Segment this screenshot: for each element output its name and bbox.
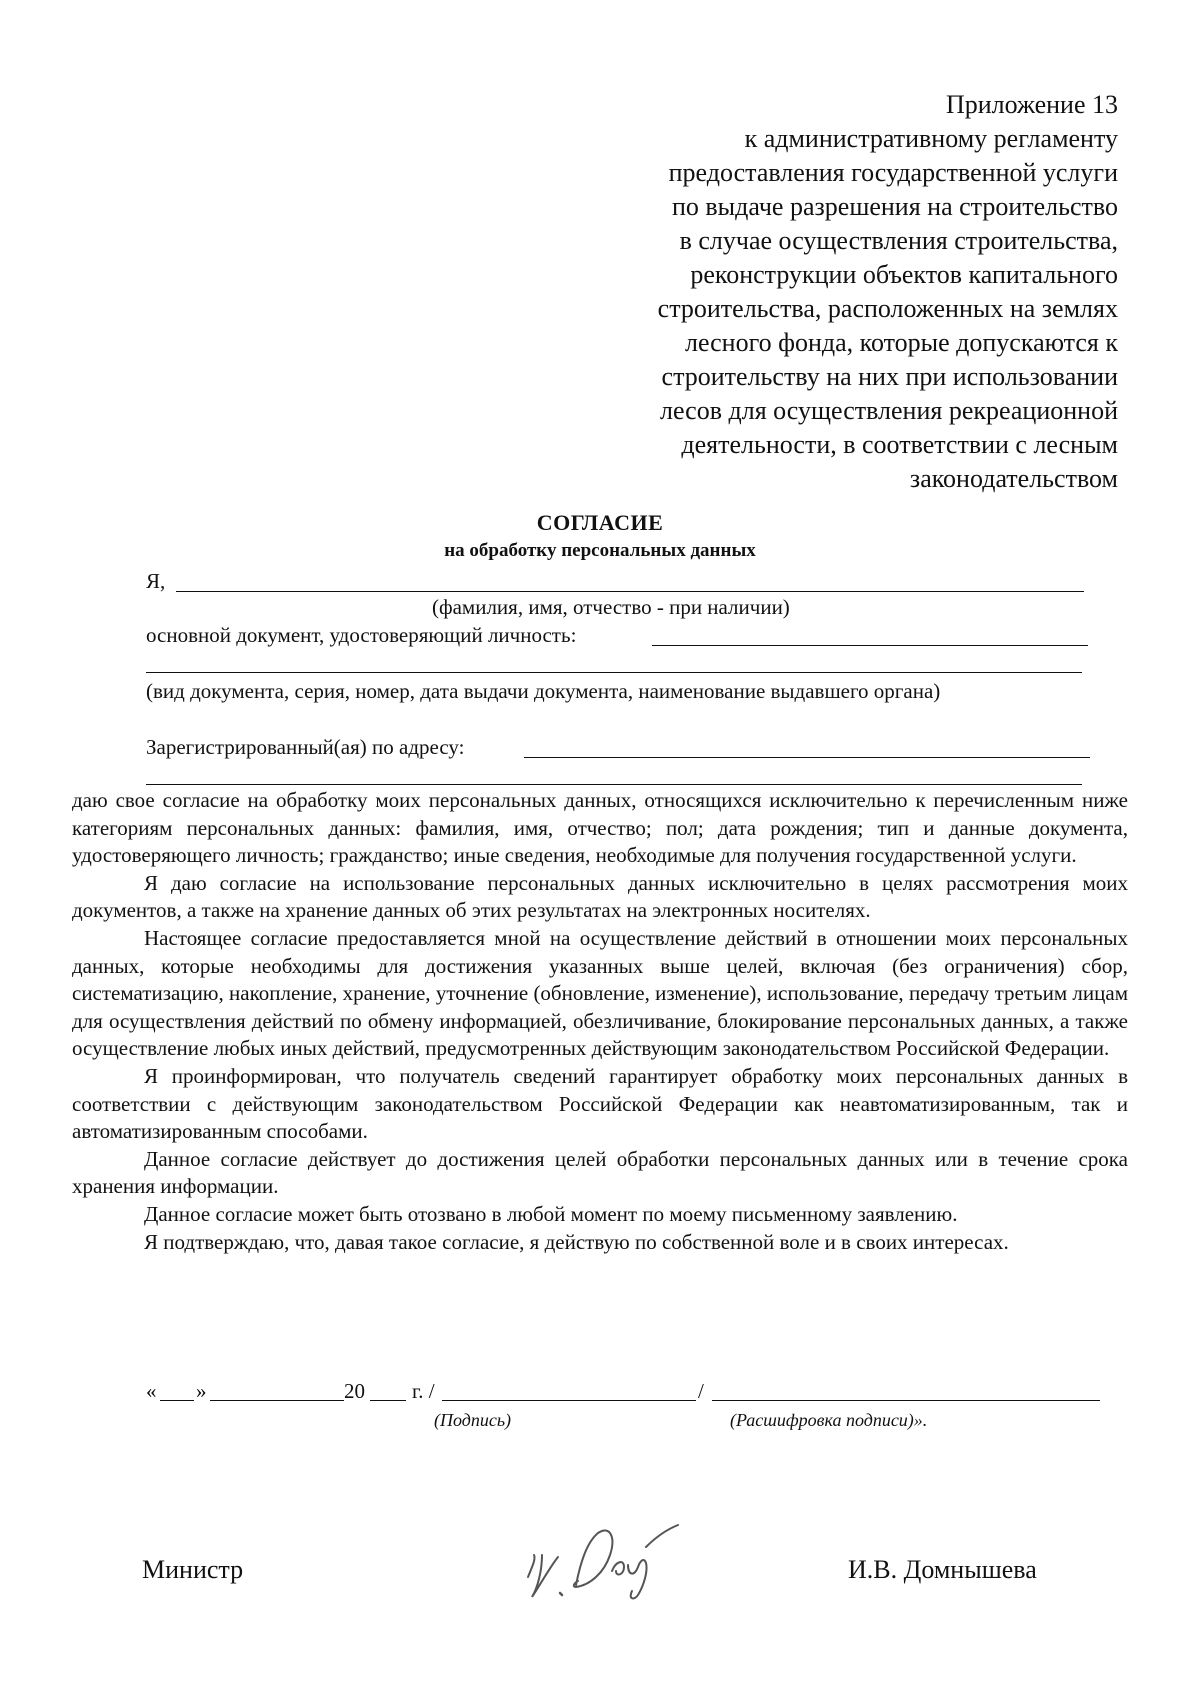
year-prefix: 20 (344, 1379, 365, 1403)
document-caption: (вид документа, серия, номер, дата выдачи документа, наименование выдавшего органа) (146, 679, 941, 703)
handwritten-signature-icon (520, 1515, 690, 1605)
address-field-line[interactable] (524, 757, 1090, 758)
signatory-name: И.В. Домнышева (848, 1555, 1037, 1584)
document-field-line-2[interactable] (146, 672, 1082, 673)
date-close-quote: » (196, 1379, 207, 1403)
annex-line: строительства, расположенных на землях (657, 294, 1118, 323)
annex-line: законодательством (909, 464, 1118, 493)
month-field-line[interactable] (210, 1400, 344, 1401)
document-field-line[interactable] (652, 645, 1088, 646)
sign-caption: (Подпись) (434, 1410, 512, 1430)
document-label: основной документ, удостоверяющий личность: (146, 623, 577, 647)
document-title: СОГЛАСИЕ (536, 510, 664, 535)
name-caption: (фамилия, имя, отчество - при наличии) (432, 595, 790, 619)
year-suffix: г. / (412, 1379, 435, 1403)
annex-line: лесов для осуществления рекреационной (660, 396, 1118, 425)
year-field-line[interactable] (370, 1400, 406, 1401)
paragraph: Данное согласие может быть отозвано в любой момент по моему письменному заявлению. (144, 1201, 958, 1226)
annex-line: предоставления государственной услуги (668, 158, 1118, 187)
signatory-role: Министр (142, 1555, 244, 1584)
annex-header (558, 88, 1118, 496)
address-field-line-2[interactable] (146, 784, 1082, 785)
paragraph: Я подтверждаю, что, давая такое согласие, я действую по собственной воле и в своих интересах. (144, 1229, 1009, 1254)
i-label: Я, (146, 569, 166, 593)
decode-field-line[interactable] (712, 1400, 1100, 1401)
address-label: Зарегистрированный(ая) по адресу: (146, 735, 465, 759)
annex-line: в случае осуществления строительства, (679, 226, 1118, 255)
paragraph: Я даю согласие на использование персональных данных исключительно в целях рассмотрения моих документов, а также на хранение данных об этих результатах на электронных носителях. (72, 870, 1128, 923)
annex-line: по выдаче разрешения на строительство (671, 192, 1118, 221)
paragraph: даю свое согласие на обработку моих персональных данных, относящихся исключительно к перечисленным ниже категориям персональных данных: фамилия, имя, отчество; пол; дата рождения; тип и данные документа, удостоверяющего личность; гражданство; иные сведения, необходимые для получения государственной услуги. (72, 788, 1128, 868)
annex-line: Приложение 13 (945, 90, 1118, 119)
annex-line: строительству на них при использовании (661, 362, 1118, 391)
paragraph: Данное согласие действует до достижения целей обработки персональных данных или в течение срока хранения информации. (72, 1146, 1128, 1199)
paragraph: Настоящее согласие предоставляется мной на осуществление действий в отношении моих персональных данных, которые необходимы для достижения указанных выше целей, включая (без ограничения) сбор, систематизацию, накопление, хранение, уточнение (обновление, изменение), использование, передачу третьим лицам для осуществления действий по обмену информацией, обезличивание, блокирование персональных данных, а также осуществление любых иных действий, предусмотренных действующим законодательством Российской Федерации. (72, 925, 1128, 1061)
name-field-line[interactable] (176, 591, 1084, 592)
annex-line: к административному регламенту (744, 124, 1118, 153)
annex-line: лесного фонда, которые допускаются к (684, 328, 1118, 357)
paragraph: Я проинформирован, что получатель сведений гарантирует обработку моих персональных данных в соответствии с действующим законодательством Российской Федерации как неавтоматизированным, так и автоматизированным способами. (72, 1063, 1128, 1144)
date-open-quote: « (146, 1379, 157, 1403)
consent-body (72, 787, 1128, 1256)
annex-line: деятельности, в соответствии с лесным (681, 430, 1118, 459)
slash: / (698, 1379, 704, 1403)
annex-line: реконструкции объектов капитального (690, 260, 1118, 289)
day-field-line[interactable] (160, 1400, 194, 1401)
signature-field-line[interactable] (442, 1400, 696, 1401)
decode-caption: (Расшифровка подписи)». (730, 1410, 928, 1430)
document-subtitle: на обработку персональных данных (444, 540, 756, 561)
